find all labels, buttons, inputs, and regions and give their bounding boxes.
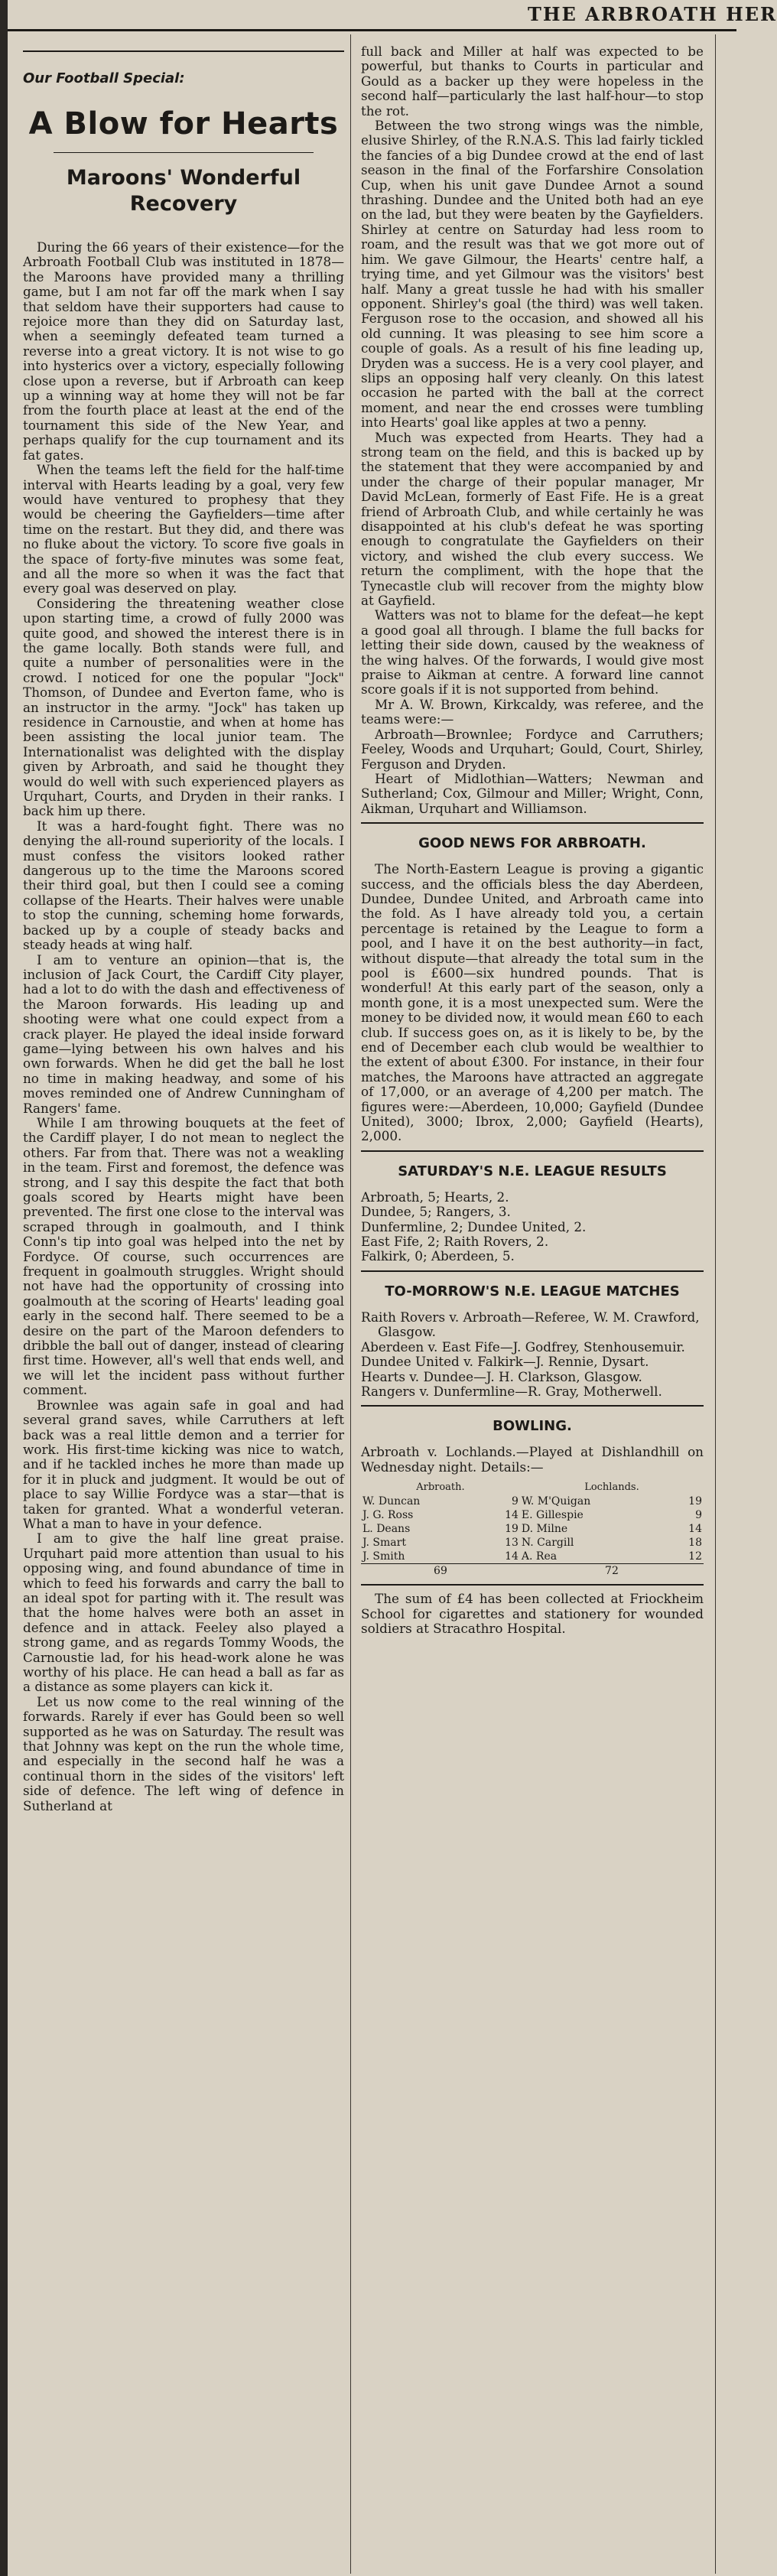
article-paragraph: I am to venture an opinion—that is, the inclusion of Jack Court, the Cardiff City player, had a lot to do with the dash and effectiveness of the Maroon forwards. His leading up and shooting were what one could expect from a crack player. He played the ideal inside forward game—lying between his own halves and his own forwards. When he did get the ball he lost no time in making headway, and some of his moves reminded one of Andrew Cunningham of Rangers' fame.	[23, 951, 344, 1116]
bowling-row	[361, 1508, 704, 1522]
column-left	[23, 44, 344, 1813]
bowler-score: 9	[695, 1509, 702, 1522]
article-paragraph: It was a hard-fought fight. There was no denying the all-round superiority of the locals. I must confess the visitors looked rather dangerous up to the time the Maroons scored their third goal, but then I could see a coming collapse of the Hearts. Their halves were unable to stop the cunning, scheming home forwards, backed up by a couple of steady backs and steady heads at wing half.	[23, 818, 344, 953]
article-paragraph: Let us now come to the real winning of the forwards. Rarely if ever has Gould been so well supported as he was on Saturday. The result was that Johnny was kept on the run the whole time, and especially in the second half he was a continual thorn in the sides of the visitors' left side of defence. The left wing of defence in Sutherland at	[23, 1693, 344, 1813]
bowler-name: A. Rea	[521, 1550, 558, 1563]
section-rule	[361, 1270, 704, 1272]
bowling-club-header: Arbroath.	[416, 1482, 465, 1494]
bowler-score: 14	[505, 1550, 519, 1563]
article-paragraph: full back and Miller at half was expected to be powerful, but thanks to Courts in particular and Gould as a backer up they were hopeless in the second half—particularly the last half-hour—to stop the rot.	[361, 44, 704, 119]
article-paragraph: Watters was not to blame for the defeat—he kept a good goal all through. I blame the full backs for letting their side down, caused by the weakness of the wing halves. Of the forwards, I would give most praise to Aikman at centre. A forward line cannot score goals if it is not supported from behind.	[361, 607, 704, 698]
bowler-score: 12	[688, 1550, 702, 1563]
bowler-name: D. Milne	[521, 1523, 568, 1536]
match-item: Hearts v. Dundee—J. H. Clarkson, Glasgow.	[361, 1368, 642, 1384]
bowler-name: J. G. Ross	[362, 1509, 414, 1522]
article-paragraph: Much was expected from Hearts. They had a strong team on the field, and this is backed up by the statement that they were accompanied by and under the charge of their popular manager, Mr David McLean, formerly of East Fife. He is a great friend of Arbroath Club, and while certainly he was disappointed at his club's defeat he was sporting enough to congratulate the Gayfielders on their victory, and wished the club every success. We return the compliment, with the hope that the Tynecastle club will recover from the mighty blow at Gayfield.	[361, 429, 704, 609]
match-item: Aberdeen v. East Fife—J. Godfrey, Stenhousemuir.	[361, 1338, 685, 1355]
cigarettes-text: The sum of £4 has been collected at Friockheim School for cigarettes and stationery for wounded soldiers at Stracathro Hospital.	[361, 1591, 704, 1636]
bowling-club-header: Lochlands.	[584, 1482, 639, 1494]
article-paragraph: I am to give the half line great praise. Urquhart paid more attention than usual to his opposing wing, and found abundance of time in which to feed his forwards and carry the ball to an ideal spot for parting with it. The result was that the home halves were both an asset in defence and in attack. Feeley also played a strong game, and as regards Tommy Woods, the Carnoustie lad, for his head-work alone he was worthy of his place. He can head a ball as far as a distance as some players can kick it.	[23, 1530, 344, 1695]
headline-rule	[54, 152, 314, 153]
column-right	[361, 44, 704, 1636]
matches-list	[361, 1310, 704, 1399]
bowler-score: 18	[688, 1537, 702, 1550]
page-edge	[0, 0, 8, 2576]
match-item: Rangers v. Dunfermline—R. Gray, Motherwell.	[361, 1383, 662, 1399]
results-heading: SATURDAY'S N.E. LEAGUE RESULTS	[398, 1163, 667, 1179]
bowling-intro: Arbroath v. Lochlands.—Played at Dishlandhill on Wednesday night. Details:—	[361, 1444, 704, 1475]
bowling-row	[361, 1536, 704, 1550]
article-paragraph: While I am throwing bouquets at the feet of the Cardiff player, I do not mean to neglect the others. Far from that. There was not a weakling in the team. First and foremost, the defence was strong, and I say this despite the fact that both goals scored by Hearts might have been prevented. The first one close to the interval was scraped through in goalmouth, and I think Conn's tip into goal was helped into the net by Fordyce. Of course, such occurrences are frequent in goalmouth struggles. Wright should not have had the opportunity of crossing into goalmouth at the scoring of Hearts' leading goal early in the second half. There seemed to be a desire on the part of the Maroon defenders to dribble the ball out of danger, instead of clearing first time. However, all's well that ends well, and we will let the incident pass without further comment.	[23, 1114, 344, 1398]
article-paragraph: Between the two strong wings was the nimble, elusive Shirley, of the R.N.A.S. This lad fairly tickled the fancies of a big Dundee crowd at the end of last season in the final of the Forfarshire Consolation Cup, when his unit gave Dundee Arnot a sound thrashing. Dundee and the United both had an eye on the lad, but they were beaten by the Gayfielders. Shirley at centre on Saturday had less room to roam, and the result was that we got more out of him. We gave Gilmour, the Hearts' centre half, a trying time, and yet Gilmour was the visitors' best half. Many a great tussle he had with his smaller opponent. Shirley's goal (the third) was well taken. Ferguson rose to the occasion, and showed all his old cunning. It was pleasing to see him score a couple of goals. As a result of his fine leading up, Dryden was a success. He is a very cool player, and slips an opposing half very cleanly. On this latest occasion he parted with the ball at the correct moment, and near the end crosses were tumbling into Hearts' goal like apples at two a penny.	[361, 118, 704, 431]
team-line: Arbroath—Brownlee; Fordyce and Carruthers; Feeley, Woods and Urquhart; Gould, Court, Shirley, Ferguson and Dryden.	[361, 726, 704, 772]
article-paragraph: Considering the threatening weather close upon starting time, a crowd of fully 2000 was quite good, and showed the interest there is in the game locally. Both stands were full, and quite a number of personalities were in the crowd. I noticed for one the popular "Jock" Thomson, of Dundee and Everton fame, who is an instructor in the army. "Jock" has taken up residence in Carnoustie, and when at home has been assisting the local junior team. The Internationalist was delighted with the display given by Arbroath, and said he thought they would do well with such experienced players as Urquhart, Courts, and Dryden in their ranks. I back him up there.	[23, 595, 344, 819]
article-paragraph: Brownlee was again safe in goal and had several grand saves, while Carruthers at left back was a real little demon and a terrier for work. His first-time kicking was nice to watch, and if he tackled inches he more than made up for it in pluck and judgment. It would be out of place to say Willie Fordyce was a star—that is taken for granted. What a wonderful veteran. What a man to have in your defence.	[23, 1397, 344, 1531]
bowler-score: 9	[511, 1495, 519, 1508]
article-headline: A Blow for Hearts	[28, 106, 339, 141]
article-body	[23, 240, 344, 1813]
bowling-totals	[361, 1564, 704, 1579]
article-paragraph: When the teams left the field for the half-time interval with Hearts leading by a goal, very few would have ventured to prophesy that they would be cheering the Gayfielders—time after time on the restart. But they did, and there was no fluke about the victory. To score five goals in the space of forty-five minutes was some feat, and all the more so when it was the fact that every goal was deserved on play.	[23, 462, 344, 597]
bowler-score: 19	[688, 1495, 702, 1508]
bowling-total: 69	[361, 1564, 520, 1579]
result-item: East Fife, 2; Raith Rovers, 2.	[361, 1234, 549, 1250]
bowler-name: J. Smith	[362, 1550, 405, 1563]
result-item: Dundee, 5; Rangers, 3.	[361, 1204, 511, 1220]
section-rule	[361, 1150, 704, 1152]
bowler-name: L. Deans	[362, 1523, 411, 1536]
top-rule	[23, 50, 344, 52]
bowling-table	[361, 1481, 704, 1578]
bowler-name: W. Duncan	[362, 1495, 421, 1508]
good-news-text: The North-Eastern League is proving a gigantic success, and the officials bless the day Aberdeen, Dundee, Dundee United, and Arbroath came into the fold. As I have already told you, a certain percentage is retained by the League to form a pool, and I have it on the best authority—in fact, without dispute—that already the total sum in the pool is £600—six hundred pounds. That is wonderful! At this early part of the season, only a month gone, it is a most unexpected sum. Were the money to be divided now, it would mean £60 to each club. If success goes on, as it is likely to be, by the end of December each club would be wealthier to the extent of about £300. For instance, in their four matches, the Maroons have attracted an aggregate of 17,000, or an average of 4,200 per match. The figures were:—Aberdeen, 10,000; Gayfield (Dundee United), 3000; Ibrox, 2,000; Gayfield (Hearts), 2,000.	[361, 861, 704, 1144]
match-item: Raith Rovers v. Arbroath—Referee, W. M. Crawford, Glasgow.	[361, 1309, 700, 1340]
bowler-score: 13	[505, 1537, 519, 1550]
article-paragraph: During the 66 years of their existence—for the Arbroath Football Club was instituted in 1878—the Maroons have provided many a thrilling game, but I am not far off the mark when I say that seldom have their supporters had cause to rejoice more than they did on Saturday last, when a seemingly defeated team turned a reverse into a great victory. It is not wise to go into hysterics over a victory, especially following close upon a reverse, but if Arbroath can keep up a winning way at home they will not be far from the fourth place at least at the end of the tournament this side of the New Year, and perhaps qualify for the cup tournament and its fat gates.	[23, 239, 344, 463]
bowling-row	[361, 1550, 704, 1564]
section-rule	[361, 1405, 704, 1407]
results-list	[361, 1190, 704, 1264]
team-line: Heart of Midlothian—Watters; Newman and Sutherland; Cox, Gilmour and Miller; Wright, Conn, Aikman, Urquhart and Williamson.	[361, 770, 704, 816]
bowler-score: 19	[505, 1523, 519, 1536]
bowler-name: N. Cargill	[521, 1537, 574, 1550]
article-body-continued	[361, 44, 704, 816]
column-divider	[350, 34, 351, 2574]
bowling-row	[361, 1495, 704, 1508]
section-rule	[361, 1584, 704, 1586]
result-item: Falkirk, 0; Aberdeen, 5.	[361, 1248, 515, 1264]
column-divider	[715, 34, 716, 2574]
bowler-name: W. M'Quigan	[521, 1495, 591, 1508]
article-paragraph: Mr A. W. Brown, Kirkcaldy, was referee, and the teams were:—	[361, 696, 704, 727]
matches-heading: TO-MORROW'S N.E. LEAGUE MATCHES	[385, 1283, 680, 1299]
result-item: Dunfermline, 2; Dundee United, 2.	[361, 1218, 587, 1234]
bowler-name: J. Smart	[362, 1537, 406, 1550]
match-item: Dundee United v. Falkirk—J. Rennie, Dysart.	[361, 1354, 649, 1370]
masthead-title: THE ARBROATH HER	[528, 3, 777, 25]
bowling-row	[361, 1522, 704, 1536]
section-rule	[361, 822, 704, 824]
bowler-score: 14	[688, 1523, 702, 1536]
bowler-score: 14	[505, 1509, 519, 1522]
good-news-body	[361, 862, 704, 1144]
bowling-heading: BOWLING.	[493, 1418, 572, 1435]
bowling-total: 72	[520, 1564, 704, 1579]
article-kicker: Our Football Special:	[23, 70, 185, 86]
result-item: Arbroath, 5; Hearts, 2.	[361, 1189, 509, 1205]
good-news-heading: GOOD NEWS FOR ARBROATH.	[418, 835, 646, 852]
masthead-rule	[8, 29, 736, 31]
cigarettes-note	[361, 1592, 704, 1636]
article-subhead: Maroons' Wonderful Recovery	[66, 166, 301, 216]
bowler-name: E. Gillespie	[521, 1509, 584, 1522]
